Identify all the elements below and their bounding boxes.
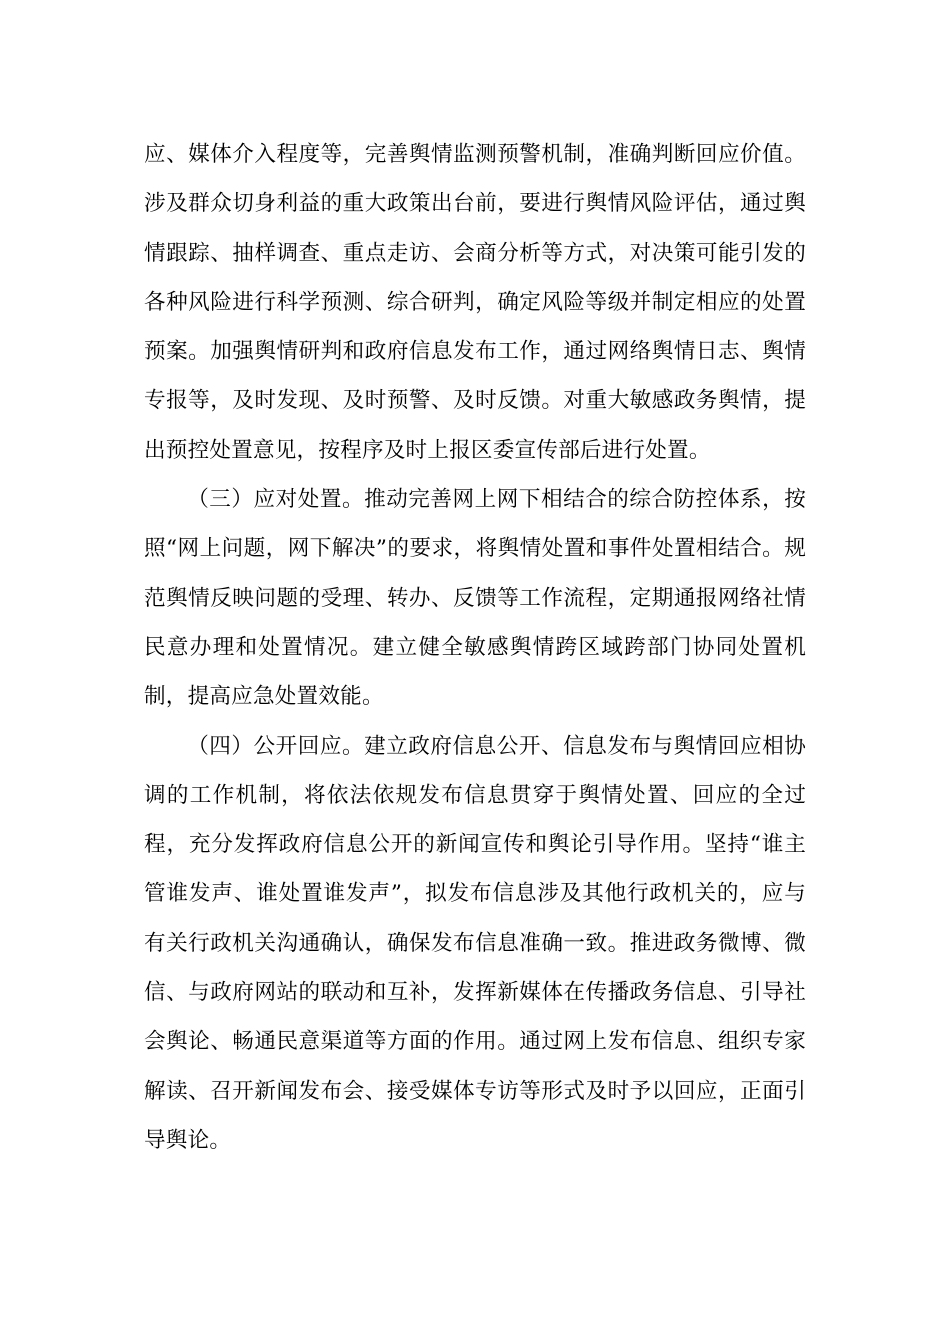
paragraph-continued: 应、媒体介入程度等，完善舆情监测预警机制，准确判断回应价值。涉及群众切身利益的重大政策出台前，要进行舆情风险评估，通过舆情跟踪、抽样调查、重点走访、会商分析等方式，对决策可能引发的各种风险进行科学预测、综合研判，确定风险等级并制定相应的处置预案。加强舆情研判和政府信息发布工作，通过网络舆情日志、舆情专报等，及时发现、及时预警、及时反馈。对重大敏感政务舆情，提出预控处置意见，按程序及时上报区委宣传部后进行处置。 [144,142,806,463]
paragraph-section-3-response-handling: （三）应对处置。推动完善网上网下相结合的综合防控体系，按照“网上问题，网下解决”的要求，将舆情处置和事件处置相结合。规范舆情反映问题的受理、转办、反馈等工作流程，定期通报网络社情民意办理和处置情况。建立健全敏感舆情跨区域跨部门协同处置机制，提高应急处置效能。 [144,487,806,710]
document-page [144,130,806,1165]
paragraph-section-4-public-response: （四）公开回应。建立政府信息公开、信息发布与舆情回应相协调的工作机制，将依法依规发布信息贯穿于舆情处置、回应的全过程，充分发挥政府信息公开的新闻宣传和舆论引导作用。坚持“谁主管谁发声、谁处置谁发声”，拟发布信息涉及其他行政机关的，应与有关行政机关沟通确认，确保发布信息准确一致。推进政务微博、微信、与政府网站的联动和互补，发挥新媒体在传播政务信息、引导社会舆论、畅通民意渠道等方面的作用。通过网上发布信息、组织专家解读、召开新闻发布会、接受媒体专访等形式及时予以回应，正面引导舆论。 [144,733,806,1153]
